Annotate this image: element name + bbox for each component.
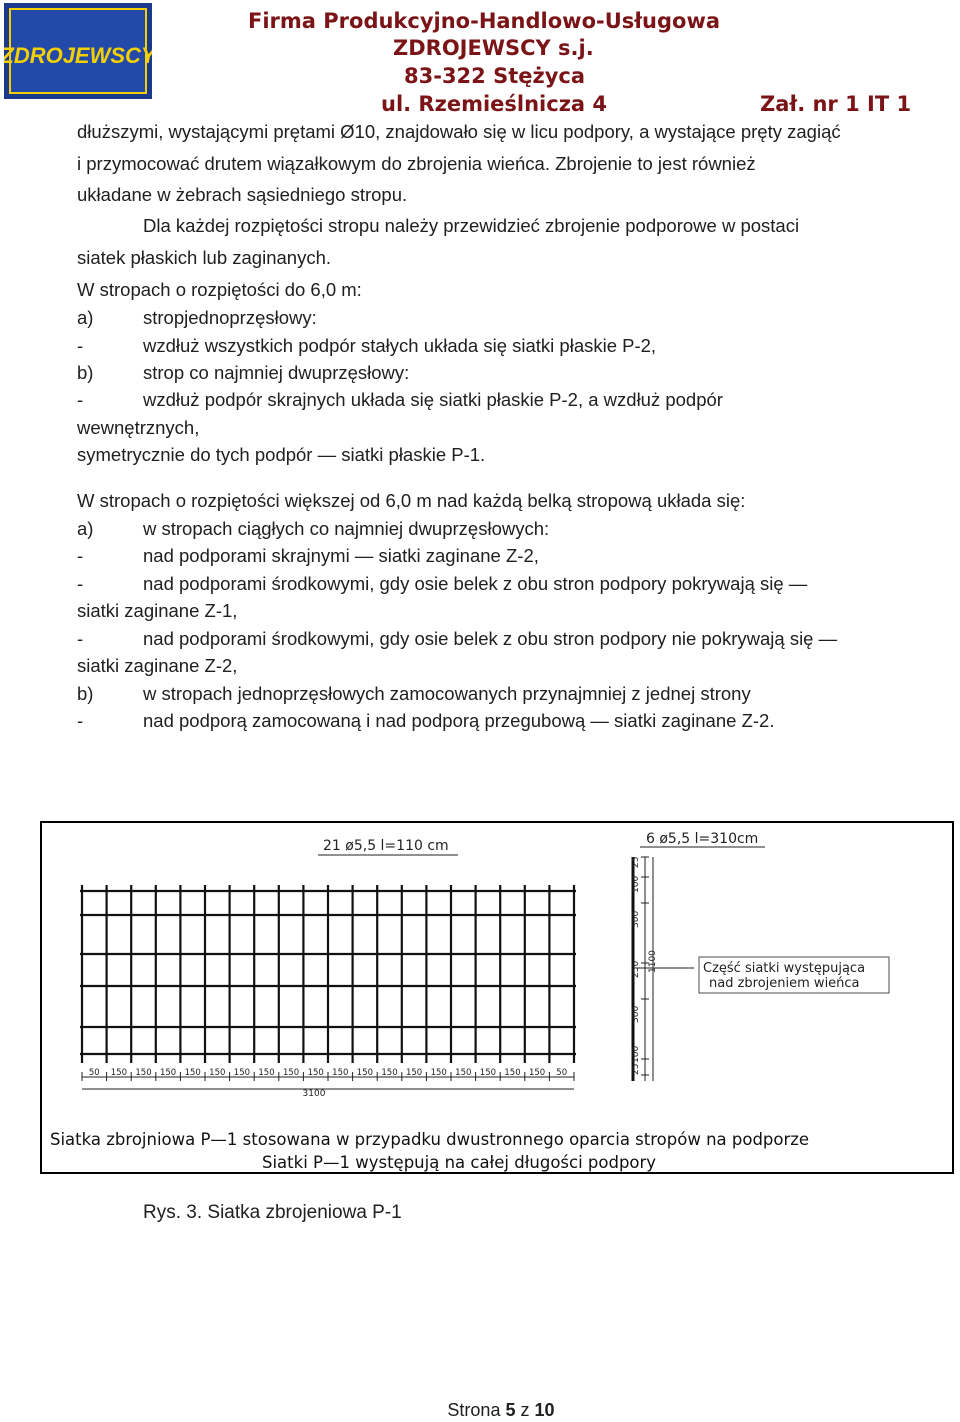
horizontal-dimension-label: 150 xyxy=(209,1068,226,1078)
paragraph-line: siatek płaskich lub zaginanych. xyxy=(77,247,332,268)
horizontal-dimension-label: 150 xyxy=(258,1068,275,1078)
note-line-1: Część siatki występująca xyxy=(703,961,866,976)
paragraph-line: i przymocować drutem wiązałkowym do zbrojenia wieńca. Zbrojenie to jest również xyxy=(77,153,756,174)
horizontal-dimension-label: 150 xyxy=(504,1068,521,1078)
footer-prefix: Strona xyxy=(447,1400,501,1420)
attachment-number: Zał. nr 1 IT 1 xyxy=(760,92,912,116)
paragraph-line: siatki zaginane Z-1, xyxy=(77,600,238,621)
list-marker: - xyxy=(77,545,84,566)
note-line-2: nad zbrojeniem wieńca xyxy=(709,976,860,991)
list-item: w stropach jednoprzęsłowych zamocowanych przynajmniej z jednej strony xyxy=(143,683,751,704)
footer-page-total: 10 xyxy=(534,1400,555,1420)
total-length-dimension: 3100 xyxy=(302,1089,326,1099)
paragraph-line: układane w żebrach sąsiedniego stropu. xyxy=(77,184,408,205)
horizontal-dimension-label: 150 xyxy=(528,1068,546,1078)
horizontal-dimension-label: 150 xyxy=(233,1068,251,1078)
horizontal-dimension-label: 150 xyxy=(356,1068,374,1078)
list-marker: - xyxy=(77,628,84,649)
list-item: nad podporami środkowymi, gdy osie belek z obu stron podpory pokrywają się — xyxy=(143,573,808,594)
logo-text: ZDROJEWSCY xyxy=(4,43,152,68)
vertical-dimension-label: 25 xyxy=(631,856,641,868)
reinforcement-mesh-figure xyxy=(40,821,954,1174)
page-footer xyxy=(0,1400,960,1421)
footer-separator: z xyxy=(520,1400,530,1420)
vertical-dimension-label: 100 xyxy=(631,1045,641,1063)
list-marker: b) xyxy=(77,362,94,383)
paragraph-line: dłuższymi, wystającymi prętami Ø10, znajdowało się w licu podpory, a wystające pręty zagiąć xyxy=(77,121,841,142)
list-item: nad podporami środkowymi, gdy osie belek z obu stron podpory nie pokrywają się — xyxy=(143,628,838,649)
figure-title-line-2: Siatki P—1 występują na całej długości podpory xyxy=(262,1153,657,1172)
vertical-dimension-label: 25 xyxy=(631,1063,641,1075)
company-legal-name: ZDROJEWSCY s.j. xyxy=(393,36,594,60)
vertical-dimension-label: 100 xyxy=(631,875,641,893)
list-item: nad podporą zamocowaną i nad podporą przegubową — siatki zaginane Z-2. xyxy=(143,710,775,731)
list-marker: a) xyxy=(77,307,94,328)
vertical-dimension-label: 250 xyxy=(631,960,641,978)
short-bars-label: 6 ø5,5 l=310cm xyxy=(646,831,759,847)
list-item: stropjednoprzęsłowy: xyxy=(143,307,317,328)
company-address: ul. Rzemieślnicza 4 xyxy=(381,92,608,116)
list-marker: - xyxy=(77,389,84,410)
horizontal-dimension-label: 150 xyxy=(332,1068,349,1078)
list-marker: - xyxy=(77,335,84,356)
list-item: wzdłuż podpór skrajnych układa się siatki płaskie P-2, a wzdłuż podpór xyxy=(143,389,723,410)
horizontal-dimension-label: 150 xyxy=(135,1068,152,1078)
list-item: w stropach ciągłych co najmniej dwuprzęsłowych: xyxy=(143,518,550,539)
horizontal-dimension-label: 150 xyxy=(381,1068,398,1078)
list-item: nad podporami skrajnymi — siatki zaginane Z-2, xyxy=(143,545,539,566)
company-logo xyxy=(4,3,152,99)
vertical-dimension-label: 300 xyxy=(631,910,641,928)
figure-caption: Rys. 3. Siatka zbrojeniowa P-1 xyxy=(143,1202,402,1223)
horizontal-dimension-label: 150 xyxy=(455,1068,472,1078)
horizontal-dimension-label: 150 xyxy=(307,1068,324,1078)
horizontal-dimension-label: 50 xyxy=(556,1068,568,1078)
mesh-grid xyxy=(80,857,633,1081)
horizontal-dimension-label: 150 xyxy=(184,1068,201,1078)
list-item: wzdłuż wszystkich podpór stałych układa się siatki płaskie P-2, xyxy=(143,335,657,356)
horizontal-dimension-label: 150 xyxy=(479,1068,497,1078)
paragraph-line: W stropach o rozpiętości większej od 6,0 m nad każdą belką stropową układa się: xyxy=(77,490,746,511)
paragraph-line: siatki zaginane Z-2, xyxy=(77,655,238,676)
horizontal-dimension-label: 150 xyxy=(282,1068,300,1078)
paragraph-line: symetrycznie do tych podpór — siatki płaskie P-1. xyxy=(77,444,486,465)
paragraph-line: wewnętrznych, xyxy=(77,417,200,438)
company-city: 83-322 Stężyca xyxy=(404,64,586,88)
figure-title-line-1: Siatka zbrojniowa P—1 stosowana w przypadku dwustronnego oparcia stropów na podporze xyxy=(50,1130,810,1149)
list-item: strop co najmniej dwuprzęsłowy: xyxy=(143,362,410,383)
horizontal-dimension-label: 150 xyxy=(405,1068,423,1078)
horizontal-dimension-label: 150 xyxy=(430,1068,447,1078)
vertical-dimension-label: 300 xyxy=(631,1005,641,1023)
paragraph-line: Dla każdej rozpiętości stropu należy przewidzieć zbrojenie podporowe w postaci xyxy=(143,215,800,236)
list-marker: b) xyxy=(77,683,94,704)
list-marker: - xyxy=(77,573,84,594)
list-marker: - xyxy=(77,710,84,731)
long-bars-label: 21 ø5,5 l=110 cm xyxy=(323,838,449,854)
company-name: Firma Produkcyjno-Handlowo-Usługowa xyxy=(248,9,721,33)
horizontal-dimension-label: 150 xyxy=(159,1068,177,1078)
list-marker: a) xyxy=(77,518,94,539)
vertical-total-dimension: 1100 xyxy=(648,950,658,973)
footer-page-number: 5 xyxy=(505,1400,516,1420)
horizontal-dimension-label: 150 xyxy=(110,1068,128,1078)
horizontal-dimension-label: 50 xyxy=(88,1068,100,1078)
paragraph-line: W stropach o rozpiętości do 6,0 m: xyxy=(77,279,362,300)
